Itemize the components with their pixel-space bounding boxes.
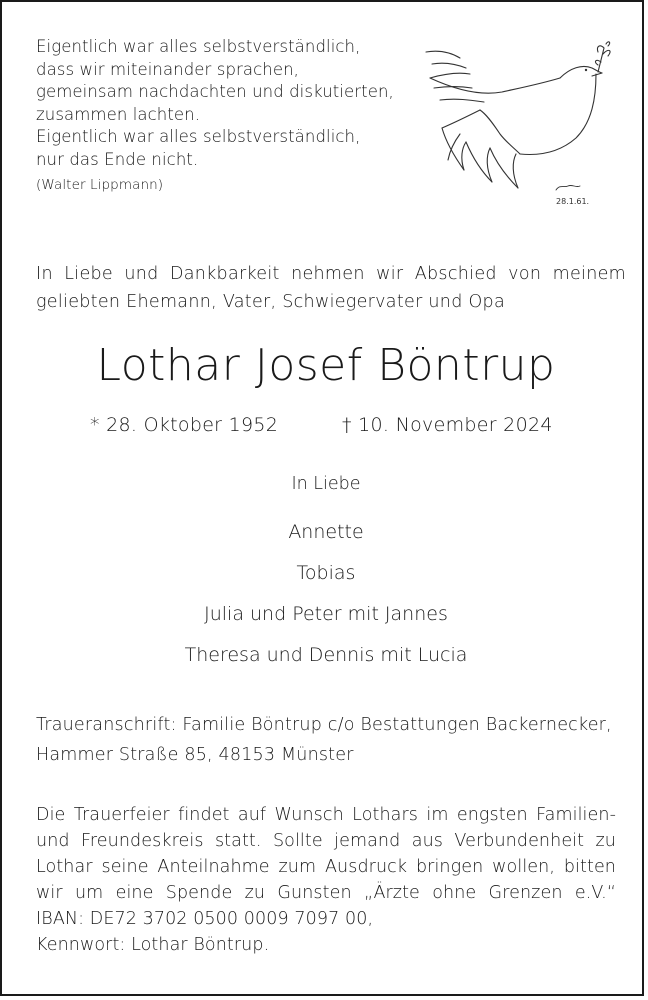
address-line: Traueranschrift: Familie Böntrup c/o Bestattungen Backernecker,: [36, 715, 612, 735]
notice-line: Lothar seine Anteilnahme zum Ausdruck bringen wollen, bitten: [36, 857, 616, 877]
poem-line: Eigentlich war alles selbstverständlich,: [36, 127, 361, 146]
poem-line: nur das Ende nicht.: [36, 149, 199, 169]
poem-line: dass wir miteinander sprachen,: [36, 59, 300, 79]
intro-text: [36, 260, 626, 316]
notice-line: Kennwort: Lothar Böntrup.: [36, 935, 270, 955]
poem-line: Eigentlich war alles selbstverständlich,: [36, 37, 361, 56]
notice-line: und Freundeskreis statt. Sollte jemand aus Verbundenheit zu: [36, 831, 616, 851]
mourner-name: Annette: [288, 521, 364, 543]
mourner-name: Tobias: [296, 562, 356, 584]
intro-line: In Liebe und Dankbarkeit nehmen wir Abschied von meinem: [36, 264, 626, 284]
notice-line: Die Trauerfeier findet auf Wunsch Lothars im engsten Familien-: [36, 805, 616, 825]
mourners-list: [2, 518, 648, 682]
signature-date: 28.1.61.: [556, 197, 590, 206]
mourner-name: Theresa und Dennis mit Lucia: [184, 644, 468, 666]
mourners-heading: In Liebe: [291, 474, 361, 494]
mourner-name: Julia und Peter mit Jannes: [204, 603, 448, 625]
deceased-name: Lothar Josef Böntrup: [96, 340, 556, 391]
notice-line: wir um eine Spende zu Gunsten „Ärzte ohne Grenzen e.V.“: [36, 883, 616, 903]
birth-date: * 28. Oktober 1952: [90, 414, 279, 436]
address-line: Hammer Straße 85, 48153 Münster: [36, 745, 354, 765]
notice-line: IBAN: DE72 3702 0500 0009 7097 00,: [36, 909, 374, 929]
poem: [36, 36, 394, 197]
death-date: † 10. November 2024: [342, 414, 553, 436]
intro-line: geliebten Ehemann, Vater, Schwiegervater und Opa: [36, 292, 505, 312]
poem-line: zusammen lachten.: [36, 104, 201, 124]
mourning-address: [36, 710, 612, 770]
poem-author: (Walter Lippmann): [36, 177, 164, 193]
poem-line: gemeinsam nachdachten und diskutierten,: [36, 82, 394, 101]
signature: [556, 185, 589, 206]
funeral-notice: [36, 802, 616, 958]
dove-illustration: [420, 38, 626, 210]
